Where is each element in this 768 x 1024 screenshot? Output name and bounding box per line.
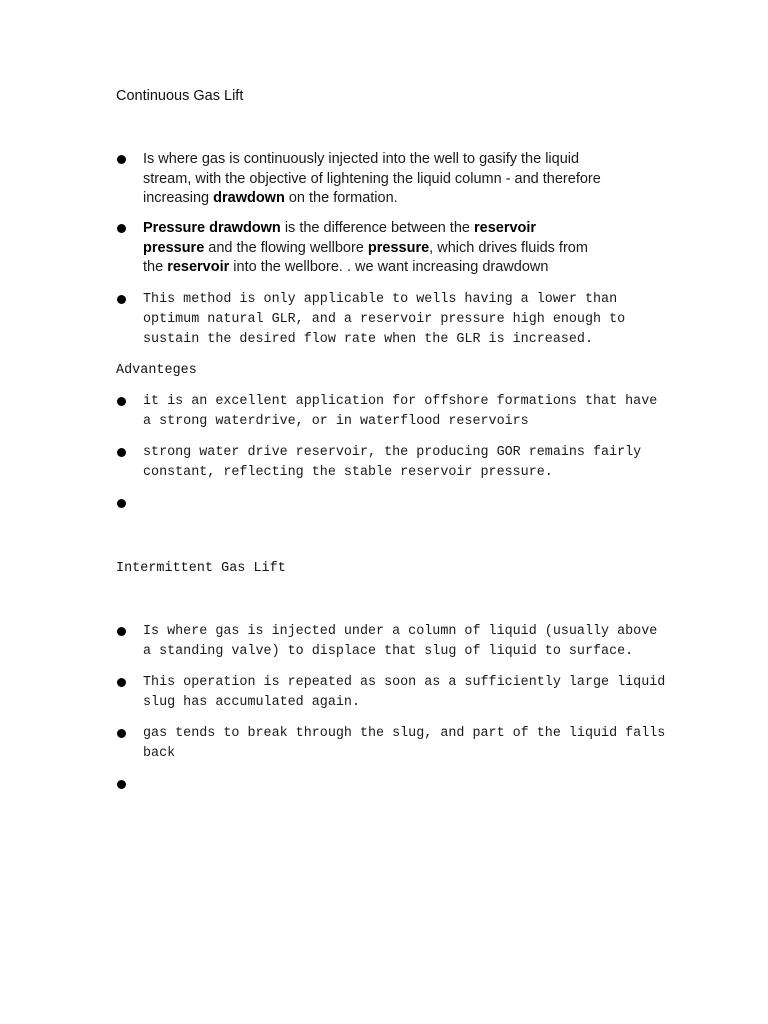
bullet-icon: [117, 729, 126, 738]
text-line: [143, 290, 655, 310]
bullet-text: [143, 219, 655, 278]
bullet-icon: [117, 155, 126, 164]
text-line: [143, 443, 655, 463]
text-line: [143, 744, 655, 764]
text-run: the: [143, 259, 168, 276]
text-line: [143, 310, 655, 330]
text-line: [143, 189, 655, 209]
bullet-icon: [117, 224, 126, 233]
bold-term: reservoir: [167, 259, 230, 276]
text-run: and the flowing wellbore: [204, 239, 368, 256]
text-run: a strong waterdrive, or in waterflood reservoirs: [143, 413, 529, 429]
text-line: [143, 170, 655, 190]
text-run: increasing: [143, 190, 214, 207]
bullet-icon: [117, 678, 126, 687]
text-line: [143, 239, 655, 259]
text-run: on the formation.: [284, 190, 398, 207]
bold-term: pressure: [367, 239, 430, 256]
bullet-icon: [117, 780, 126, 789]
text-run: it is an excellent application for offshore formations that have: [143, 394, 658, 409]
bullet-icon: [117, 397, 126, 406]
text-line: [143, 392, 658, 412]
bullet-icon: [117, 448, 126, 457]
text-run: stream, with the objective of lightening the liquid column - and therefore: [143, 170, 601, 187]
bullet-text: [143, 443, 655, 483]
text-run: gas tends to break through the slug, and part of the liquid falls: [143, 726, 666, 741]
text-run: strong water drive reservoir, the producing GOR remains fairly: [143, 445, 642, 460]
text-line: [143, 219, 655, 239]
text-line: [143, 258, 655, 278]
text-run: into the wellbore. . we want increasing drawdown: [229, 259, 549, 276]
text-line: [143, 463, 655, 483]
text-run: Is where gas is injected under a column of liquid (usually above: [143, 624, 658, 639]
bullet-text: [143, 392, 658, 432]
text-run: optimum natural GLR, and a reservoir pressure high enough to: [143, 311, 626, 327]
text-line: [143, 724, 666, 744]
text-line: [143, 642, 655, 662]
bullet-text: [143, 673, 666, 713]
bullet-text: [143, 290, 655, 349]
heading-intermittent-gas-lift: Intermittent Gas Lift: [116, 561, 286, 576]
bold-term: pressure: [143, 239, 205, 256]
text-line: [143, 673, 666, 693]
bullet-icon: [117, 627, 126, 636]
heading-advantages: Advanteges: [116, 363, 197, 378]
text-run: This method is only applicable to wells having a lower than: [143, 292, 618, 307]
bullet-text: [143, 150, 655, 209]
bold-term: drawdown: [213, 190, 285, 207]
bullet-icon: [117, 295, 126, 304]
text-run: is the difference between the: [280, 220, 474, 236]
bullet-icon: [117, 499, 126, 508]
bold-term: Pressure drawdown: [143, 220, 281, 236]
text-line: [143, 412, 655, 432]
text-run: Is where gas is continuously injected into the well to gasify the liquid: [143, 151, 580, 167]
bullet-text: [143, 724, 666, 764]
text-line: [143, 330, 655, 350]
text-run: constant, reflecting the stable reservoir pressure.: [143, 464, 553, 480]
text-run: sustain the desired flow rate when the GLR is increased.: [143, 331, 593, 347]
text-line: [143, 693, 655, 713]
text-line: [143, 150, 655, 170]
text-run: a standing valve) to displace that slug of liquid to surface.: [143, 643, 634, 659]
text-run: back: [143, 745, 176, 761]
text-run: , which drives fluids from: [429, 239, 588, 256]
heading-continuous-gas-lift: Continuous Gas Lift: [116, 88, 244, 104]
bold-term: reservoir: [474, 220, 537, 236]
text-run: slug has accumulated again.: [143, 694, 360, 710]
bullet-text: [143, 622, 658, 662]
text-line: [143, 622, 658, 642]
text-run: This operation is repeated as soon as a sufficiently large liquid: [143, 675, 666, 690]
